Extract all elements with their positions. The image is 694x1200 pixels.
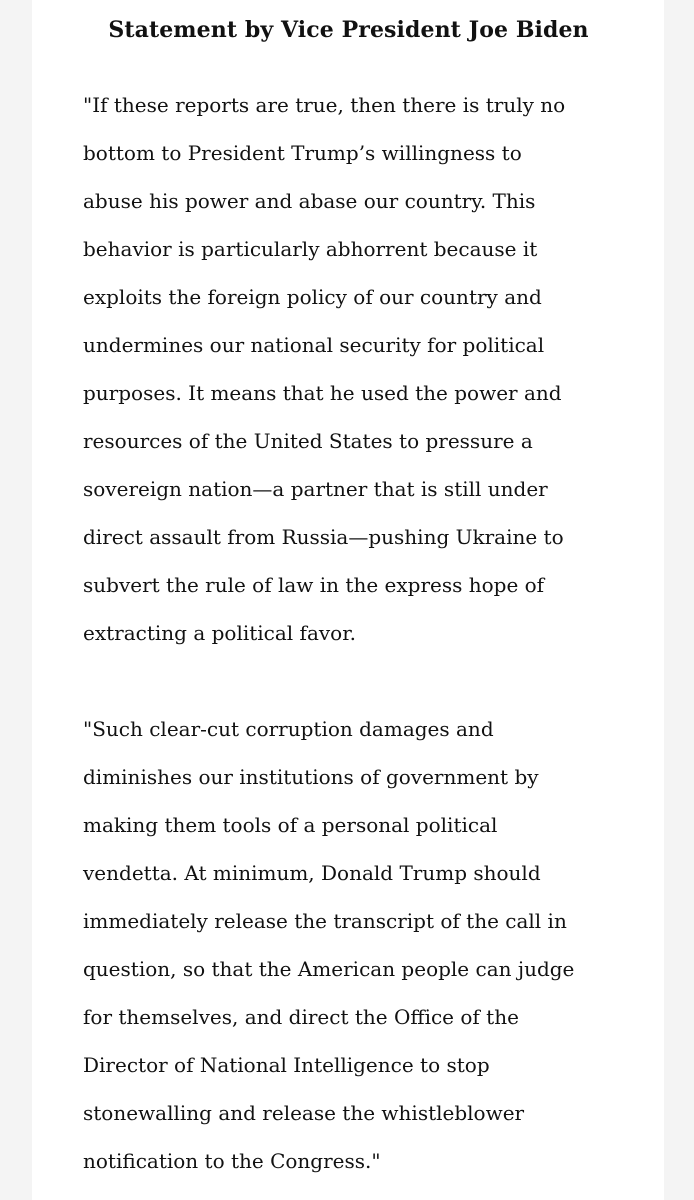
paragraph-line: purposes. It means that he used the power and bbox=[83, 381, 562, 405]
paragraph-line: immediately release the transcript of the call in bbox=[83, 909, 567, 933]
paragraph-line: direct assault from Russia—pushing Ukraine to bbox=[83, 525, 564, 549]
paragraph-line: notification to the Congress." bbox=[83, 1149, 381, 1173]
paragraph-line: vendetta. At minimum, Donald Trump should bbox=[83, 861, 541, 885]
paragraph-line: extracting a political favor. bbox=[83, 621, 356, 645]
paragraph-line: bottom to President Trump’s willingness to bbox=[83, 141, 522, 165]
paragraph-line: diminishes our institutions of government by bbox=[83, 765, 539, 789]
paragraph-line: undermines our national security for political bbox=[83, 333, 545, 357]
paragraph-line: stonewalling and release the whistleblower bbox=[83, 1101, 525, 1125]
paragraph-line: exploits the foreign policy of our country and bbox=[83, 285, 542, 309]
statement-paragraph-1 bbox=[83, 81, 644, 657]
statement-paragraph-2 bbox=[83, 705, 644, 1185]
paragraph-line: "If these reports are true, then there is truly no bbox=[83, 93, 566, 117]
statement-title: Statement by Vice President Joe Biden bbox=[108, 17, 589, 43]
paragraph-line: behavior is particularly abhorrent because it bbox=[83, 237, 538, 261]
paragraph-line: sovereign nation—a partner that is still under bbox=[83, 477, 548, 501]
paragraph-line: subvert the rule of law in the express hope of bbox=[83, 573, 545, 597]
statement-page bbox=[32, 0, 664, 1200]
paragraph-line: making them tools of a personal political bbox=[83, 813, 498, 837]
paragraph-line: abuse his power and abase our country. This bbox=[83, 189, 536, 213]
paragraph-line: question, so that the American people can judge bbox=[83, 957, 575, 981]
paragraph-line: "Such clear-cut corruption damages and bbox=[83, 717, 494, 741]
paragraph-line: for themselves, and direct the Office of the bbox=[83, 1005, 519, 1029]
paragraph-line: resources of the United States to pressure a bbox=[83, 429, 533, 453]
paragraph-line: Director of National Intelligence to stop bbox=[83, 1053, 490, 1077]
